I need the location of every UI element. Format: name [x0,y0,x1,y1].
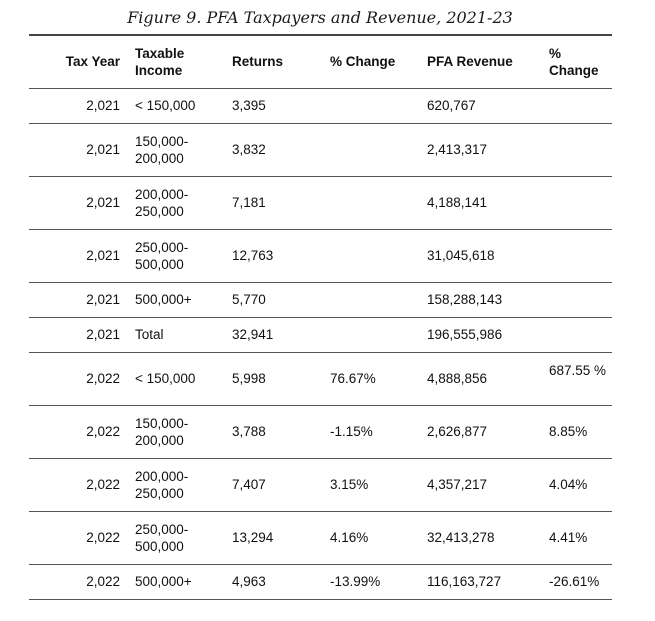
cell-revenue-change [541,229,612,282]
cell-returns: 12,763 [232,248,274,263]
cell-taxable-income: < 150,000 [135,98,196,113]
cell-returns: 7,407 [232,477,266,492]
cell-taxable-income: 150,000-200,000 [135,133,189,166]
cell-returns-change [322,317,419,352]
cell-tax-year: 2,022 [86,424,120,439]
cell-revenue-change [541,282,612,317]
cell-tax-year: 2,021 [86,327,120,342]
cell-revenue-change: 4.04% [549,477,588,492]
cell-pfa-revenue: 2,413,317 [427,142,488,157]
cell-revenue-change [541,317,612,352]
cell-revenue-change: -26.61% [549,574,600,589]
cell-pfa-revenue: 196,555,986 [427,327,503,342]
cell-revenue-change: 4.41% [549,530,588,545]
cell-pfa-revenue: 4,188,141 [427,195,488,210]
cell-taxable-income: 200,000-250,000 [135,468,189,501]
table-row [29,229,612,282]
header-taxable-income: Taxable Income [135,45,185,78]
cell-pfa-revenue: 2,626,877 [427,424,488,439]
header-returns-change: % Change [330,54,396,70]
cell-returns-change [322,176,419,229]
cell-returns-change: 3.15% [330,477,369,492]
cell-pfa-revenue: 116,163,727 [427,574,502,589]
header-pfa-revenue: PFA Revenue [427,54,513,70]
cell-taxable-income: 150,000-200,000 [135,415,189,448]
cell-returns-change: -13.99% [330,574,381,589]
cell-revenue-change [541,123,612,176]
cell-taxable-income: 250,000-500,000 [135,521,189,554]
table-row [29,317,612,352]
cell-returns-change [322,123,419,176]
cell-pfa-revenue: 158,288,143 [427,292,503,307]
cell-tax-year: 2,021 [86,195,120,210]
table-row [29,564,612,599]
cell-revenue-change [541,88,612,123]
table-row [29,511,612,564]
cell-tax-year: 2,021 [86,98,120,113]
table-row [29,123,612,176]
cell-returns: 3,395 [232,98,266,113]
cell-returns-change: -1.15% [330,424,373,439]
figure-caption: Figure 9. PFA Taxpayers and Revenue, 2021-23 [127,8,513,27]
cell-tax-year: 2,022 [86,574,120,589]
header-row [29,35,612,88]
cell-revenue-change: 8.85% [549,424,588,439]
cell-returns: 7,181 [232,195,266,210]
cell-pfa-revenue: 31,045,618 [427,248,495,263]
cell-returns: 3,788 [232,424,266,439]
table-row [29,282,612,317]
cell-tax-year: 2,022 [86,371,120,386]
cell-returns: 3,832 [232,142,266,157]
cell-tax-year: 2,021 [86,142,120,157]
header-tax-year: Tax Year [65,54,120,70]
cell-tax-year: 2,021 [86,248,120,263]
cell-returns: 5,998 [232,371,266,386]
cell-revenue-change [541,176,612,229]
cell-taxable-income: 250,000-500,000 [135,239,189,272]
header-revenue-change: % Change [549,45,599,78]
table-row [29,176,612,229]
table-row [29,88,612,123]
cell-returns: 13,294 [232,530,274,545]
cell-returns-change [322,282,419,317]
cell-returns-change: 76.67% [330,371,376,386]
table-row [29,352,612,405]
header-returns: Returns [232,54,284,70]
cell-taxable-income: < 150,000 [135,371,196,386]
cell-returns-change: 4.16% [330,530,369,545]
cell-returns: 5,770 [232,292,266,307]
cell-tax-year: 2,021 [86,292,120,307]
cell-returns: 4,963 [232,574,266,589]
cell-taxable-income: Total [135,327,164,342]
cell-pfa-revenue: 4,357,217 [427,477,488,492]
table-row [29,405,612,458]
cell-returns: 32,941 [232,327,274,342]
cell-returns-change [322,229,419,282]
cell-returns-change [322,88,419,123]
cell-tax-year: 2,022 [86,530,120,545]
cell-taxable-income: 500,000+ [135,292,192,307]
table-row [29,458,612,511]
pfa-taxpayers-table [29,34,612,600]
cell-taxable-income: 200,000-250,000 [135,186,189,219]
cell-pfa-revenue: 620,767 [427,98,476,113]
cell-tax-year: 2,022 [86,477,120,492]
cell-pfa-revenue: 32,413,278 [427,530,495,545]
cell-pfa-revenue: 4,888,856 [427,371,488,386]
cell-revenue-change: 687.55 % [549,362,607,378]
cell-taxable-income: 500,000+ [135,574,192,589]
